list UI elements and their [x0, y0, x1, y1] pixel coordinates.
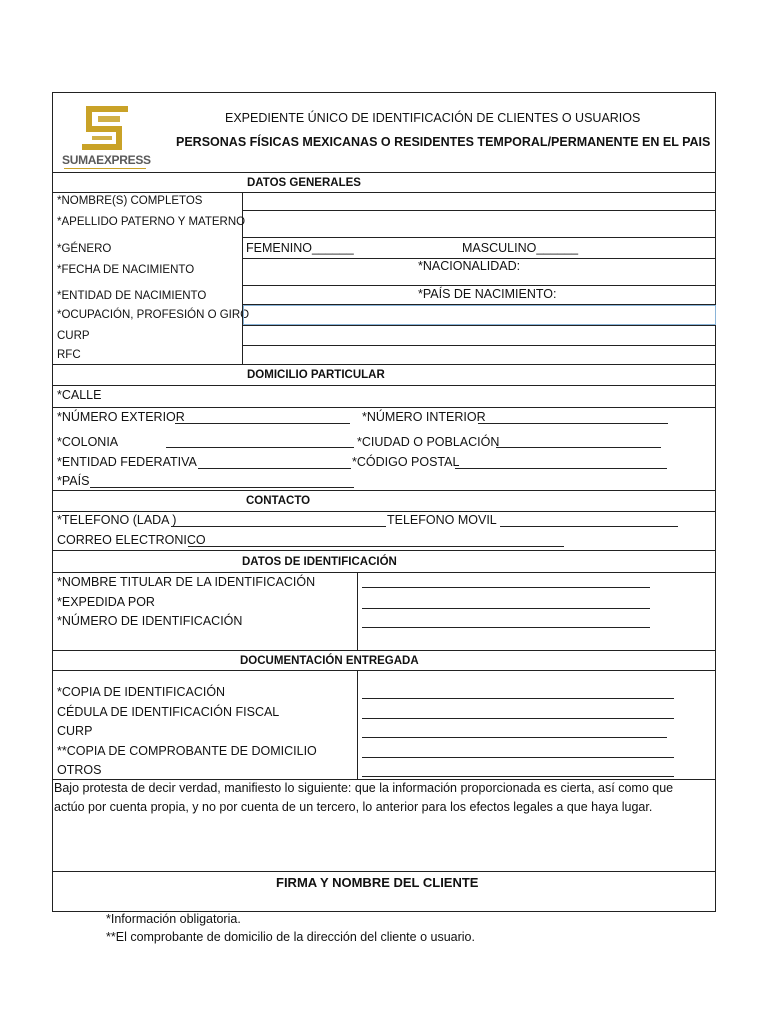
- label-apellidos: *APELLIDO PATERNO Y MATERNO: [57, 216, 246, 228]
- label-pais-nacimiento: *PAÍS DE NACIMIENTO:: [418, 287, 557, 301]
- label-genero: *GÉNERO: [57, 243, 112, 255]
- label-entidad-federativa: *ENTIDAD FEDERATIVA: [57, 455, 197, 469]
- numero-exterior-field[interactable]: [175, 423, 350, 424]
- nombre-titular-field[interactable]: [362, 587, 650, 588]
- logo-tagline-line: [64, 168, 146, 169]
- form-subtitle: PERSONAS FÍSICAS MEXICANAS O RESIDENTES TEMPORAL/PERMANENTE EN EL PAIS: [176, 135, 711, 149]
- label-correo: CORREO ELECTRONICO: [57, 533, 206, 547]
- company-logo: [58, 100, 154, 170]
- label-nombres: *NOMBRE(S) COMPLETOS: [57, 195, 203, 207]
- label-fecha-nacimiento: *FECHA DE NACIMIENTO: [57, 264, 195, 276]
- label-curp: CURP: [57, 330, 90, 342]
- label-telefono: *TELEFONO (LADA ): [57, 513, 177, 527]
- label-nombre-titular: *NOMBRE TITULAR DE LA IDENTIFICACIÓN: [57, 575, 316, 589]
- pais-field[interactable]: [90, 487, 354, 488]
- codigo-postal-field[interactable]: [455, 468, 667, 469]
- option-femenino[interactable]: FEMENINO______: [246, 241, 354, 255]
- cedula-fiscal-field[interactable]: [362, 718, 674, 719]
- section-heading-documentacion: DOCUMENTACIÓN ENTREGADA: [240, 655, 419, 667]
- numero-interior-field[interactable]: [478, 423, 668, 424]
- label-rfc: RFC: [57, 349, 81, 361]
- correo-field[interactable]: [188, 546, 564, 547]
- label-copia-identificacion: *COPIA DE IDENTIFICACIÓN: [57, 685, 226, 699]
- colonia-field[interactable]: [166, 447, 354, 448]
- copia-identificacion-field[interactable]: [362, 698, 674, 699]
- label-telefono-movil: TELEFONO MOVIL: [387, 513, 497, 527]
- label-numero-exterior: *NÚMERO EXTERIOR: [57, 410, 185, 424]
- label-colonia: *COLONIA: [57, 435, 119, 449]
- label-otros: OTROS: [57, 763, 102, 777]
- label-calle: *CALLE: [57, 388, 102, 402]
- protesta-line-1: Bajo protesta de decir verdad, manifiesto lo siguiente: que la información proporcionada es cierta, así como que: [54, 781, 674, 795]
- telefono-movil-field[interactable]: [500, 526, 678, 527]
- entidad-federativa-field[interactable]: [198, 468, 351, 469]
- label-ciudad: *CIUDAD O POBLACIÓN: [357, 435, 500, 449]
- ciudad-field[interactable]: [496, 447, 661, 448]
- protesta-line-2: actúo por cuenta propia, y no por cuenta de un tercero, lo anterior para los efectos legales a que haya lugar.: [54, 800, 653, 814]
- label-nacionalidad: *NACIONALIDAD:: [418, 259, 521, 273]
- section-heading-contacto: CONTACTO: [246, 495, 311, 507]
- option-masculino[interactable]: MASCULINO______: [462, 241, 579, 255]
- otros-field[interactable]: [362, 776, 674, 777]
- label-pais: *PAÍS: [57, 474, 90, 488]
- curp-field[interactable]: [244, 326, 714, 344]
- label-cedula-fiscal: CÉDULA DE IDENTIFICACIÓN FISCAL: [57, 705, 280, 719]
- expedida-por-field[interactable]: [362, 608, 650, 609]
- apellidos-field[interactable]: [244, 211, 714, 236]
- label-comprobante-domicilio: **COPIA DE COMPROBANTE DE DOMICILIO: [57, 744, 317, 758]
- firma-label: FIRMA Y NOMBRE DEL CLIENTE: [276, 875, 479, 890]
- section-heading-datos-generales: DATOS GENERALES: [247, 177, 361, 189]
- label-codigo-postal: *CÓDIGO POSTAL: [352, 455, 460, 469]
- rfc-field[interactable]: [244, 346, 714, 363]
- telefono-field[interactable]: [171, 526, 386, 527]
- curp-doc-field[interactable]: [362, 737, 667, 738]
- logo-text: SUMAEXPRESS: [62, 153, 151, 167]
- section-heading-domicilio: DOMICILIO PARTICULAR: [247, 369, 385, 381]
- nota-obligatoria: *Información obligatoria.: [106, 912, 241, 926]
- label-numero-interior: *NÚMERO INTERIOR: [362, 410, 486, 424]
- label-ocupacion: *OCUPACIÓN, PROFESIÓN O GIRO: [57, 309, 250, 321]
- nota-comprobante: **El comprobante de domicilio de la dirección del cliente o usuario.: [106, 930, 475, 944]
- label-entidad-nacimiento: *ENTIDAD DE NACIMIENTO: [57, 290, 207, 302]
- label-expedida-por: *EXPEDIDA POR: [57, 595, 155, 609]
- form-title: EXPEDIENTE ÚNICO DE IDENTIFICACIÓN DE CLIENTES O USUARIOS: [225, 111, 641, 125]
- nombres-field[interactable]: [244, 193, 714, 209]
- label-curp-doc: CURP: [57, 724, 93, 738]
- ocupacion-field[interactable]: [243, 305, 716, 325]
- section-heading-identificacion: DATOS DE IDENTIFICACIÓN: [242, 556, 397, 568]
- label-numero-identificacion: *NÚMERO DE IDENTIFICACIÓN: [57, 614, 243, 628]
- numero-identificacion-field[interactable]: [362, 627, 650, 628]
- comprobante-domicilio-field[interactable]: [362, 757, 674, 758]
